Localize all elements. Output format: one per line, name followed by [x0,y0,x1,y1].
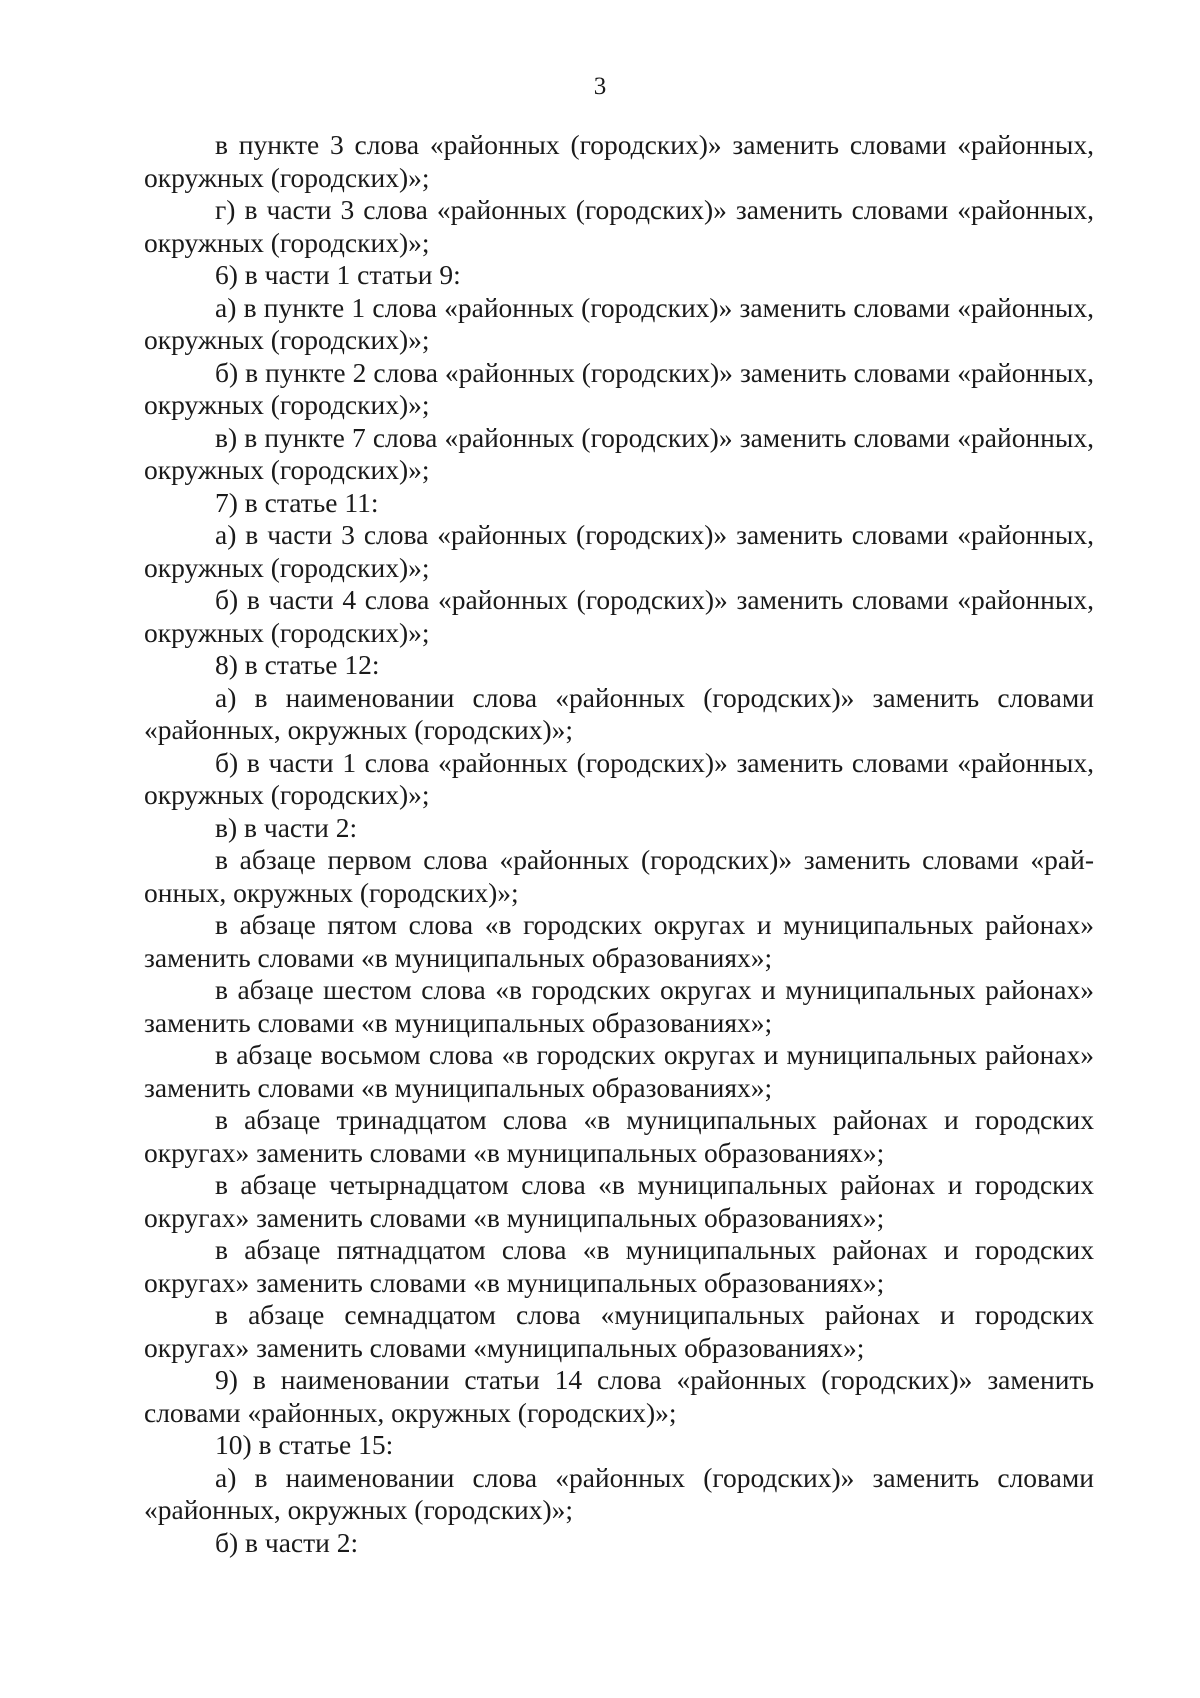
paragraph: а) в наименовании слова «районных (городских)» заменить словами «районных, окружных (городских)»; [144,681,1094,745]
paragraph: в абзаце четырнадцатом слова «в муниципальных районах и городских округах» заменить словами «в муниципальных образованиях»; [144,1169,1094,1233]
document-body [144,129,1094,1559]
paragraph: б) в части 4 слова «районных (городских)» заменить словами «районных, окружных (городских)»; [144,584,1094,648]
paragraph: б) в части 1 слова «районных (городских)» заменить словами «районных, окружных (городских)»; [144,746,1094,810]
paragraph: а) в пункте 1 слова «районных (городских)» заменить словами «районных, окружных (городских)»; [144,291,1094,355]
paragraph: а) в части 3 слова «районных (городских)» заменить словами «районных, окружных (городских)»; [144,519,1094,583]
paragraph: б) в пункте 2 слова «районных (городских)» заменить словами «районных, окружных (городских)»; [144,356,1094,420]
paragraph: б) в части 2: [215,1526,359,1558]
paragraph: в) в пункте 7 слова «районных (городских)» заменить словами «районных, окружных (городских)»; [144,421,1094,485]
paragraph: в абзаце пятнадцатом слова «в муниципальных районах и городских округах» заменить словами «в муниципальных образованиях»; [144,1234,1094,1298]
paragraph: в абзаце первом слова «районных (городских)» заменить словами «районных, окружных (городских)»; [144,844,1094,908]
paragraph: в абзаце пятом слова «в городских округах и муниципальных районах» заменить словами «в муниципальных образованиях»; [144,909,1094,973]
paragraph: в абзаце тринадцатом слова «в муниципальных районах и городских округах» заменить словами «в муниципальных образованиях»; [144,1104,1094,1168]
paragraph: 7) в статье 11: [215,486,379,518]
paragraph: 6) в части 1 статьи 9: [215,259,461,290]
paragraph: в) в части 2: [215,811,358,843]
paragraph: в абзаце семнадцатом слова «муниципальных районах и городских округах» заменить словами «муниципальных образованиях»; [144,1299,1094,1363]
paragraph: 10) в статье 15: [215,1429,394,1460]
paragraph: 9) в наименовании статьи 14 слова «районных (городских)» заменить словами «районных, окружных (городских)»; [144,1364,1094,1428]
paragraph: г) в части 3 слова «районных (городских)» заменить словами «районных, окружных (городских)»; [144,194,1094,258]
page-number: 3 [593,73,607,100]
paragraph: в абзаце шестом слова «в городских округах и муниципальных районах» заменить словами «в муниципальных образованиях»; [144,974,1094,1038]
paragraph: в пункте 3 слова «районных (городских)» заменить словами «районных, окружных (городских)»; [144,129,1094,193]
paragraph: а) в наименовании слова «районных (городских)» заменить словами «районных, окружных (городских)»; [144,1461,1094,1525]
paragraph: 8) в статье 12: [215,649,380,680]
paragraph: в абзаце восьмом слова «в городских округах и муниципальных районах» заменить словами «в муниципальных образованиях»; [144,1039,1094,1103]
